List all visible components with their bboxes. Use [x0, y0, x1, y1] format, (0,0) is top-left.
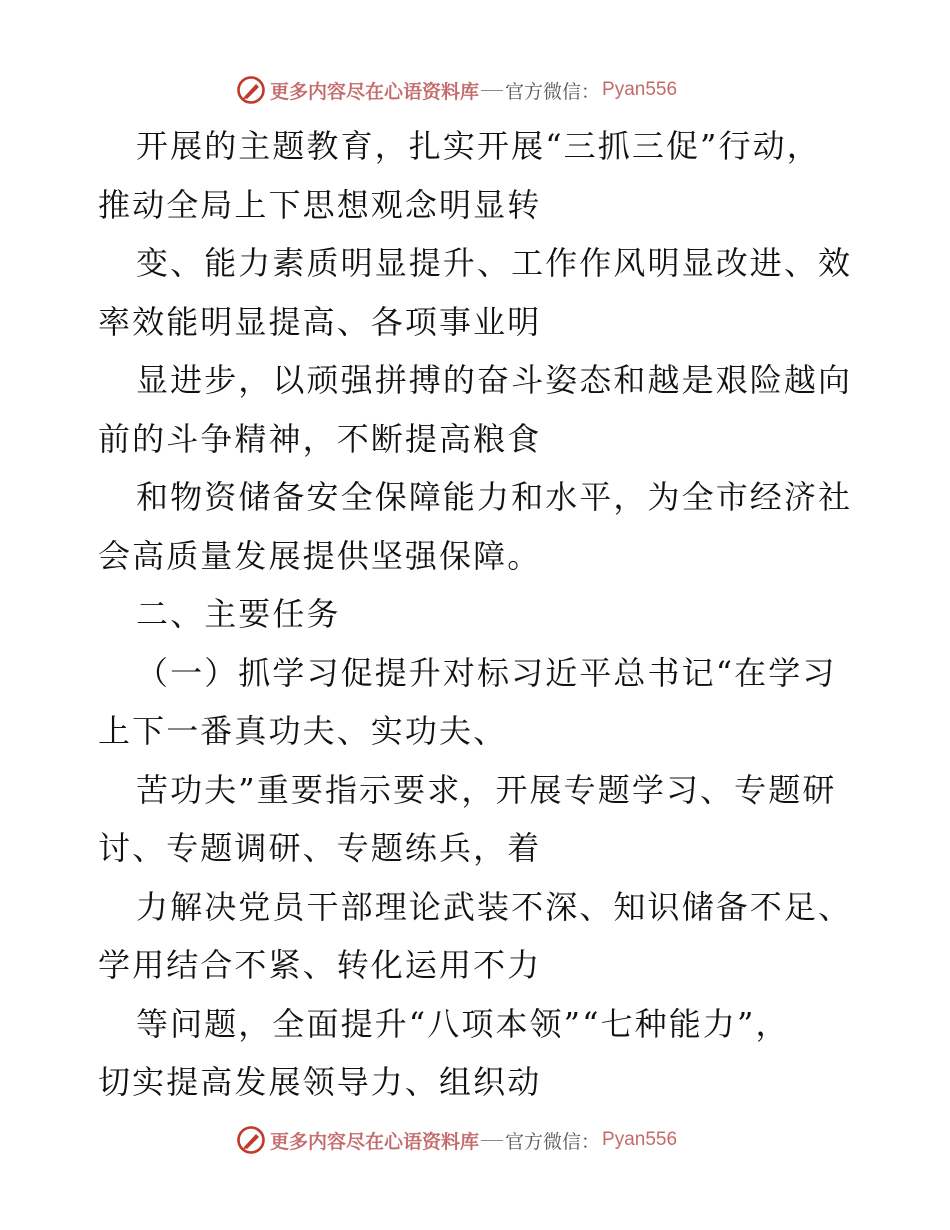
text-line: 显进步，以顽强拼搏的奋斗姿态和越是艰险越向 [136, 361, 853, 399]
text-line: 力解决党员干部理论武装不深、知识储备不足、 [136, 887, 853, 926]
header-watermark [236, 72, 677, 108]
watermark-site-name: 更多内容尽在心语资料库 [270, 80, 480, 103]
text-line: 苦功夫”重要指示要求，开展专题学习、专题研 [136, 770, 837, 809]
watermark-site-name: 更多内容尽在心语资料库 [270, 1130, 480, 1153]
text-line: 开展的主题教育，扎实开展“三抓三促”行动， [136, 127, 821, 165]
watermark-separator [481, 1140, 503, 1141]
text-line: 推动全局上下思想观念明显转 [98, 185, 542, 224]
text-line: 切实提高发展领导力、组织动 [98, 1063, 542, 1101]
document-body [98, 117, 858, 1112]
text-line: 上下一番真功夫、实功夫、 [98, 712, 508, 750]
text-line: 等问题，全面提升“八项本领”“七种能力”， [136, 1004, 790, 1043]
footer-watermark [236, 1122, 677, 1158]
pen-logo-icon [236, 1125, 266, 1155]
watermark-account: Pyan556 [602, 1129, 678, 1150]
text-line: （一）抓学习促提升对标习近平总书记“在学习 [136, 653, 837, 692]
text-line: 和物资储备安全保障能力和水平，为全市经济社 [136, 478, 853, 516]
watermark-label: 官方微信： [505, 1130, 601, 1153]
text-line: 前的斗争精神，不断提高粮食 [98, 419, 542, 458]
text-line: 学用结合不紧、转化运用不力 [98, 946, 542, 984]
text-line: 率效能明显提高、各项事业明 [98, 302, 542, 341]
pen-logo-icon [236, 75, 266, 105]
text-line: 二、主要任务 [136, 595, 341, 633]
watermark-account: Pyan556 [602, 79, 678, 100]
text-line: 讨、专题调研、专题练兵，着 [98, 829, 542, 867]
text-line: 变、能力素质明显提升、工作作风明显改进、效 [136, 244, 853, 282]
watermark-label: 官方微信： [505, 80, 601, 103]
watermark-separator [481, 90, 503, 91]
text-line: 会高质量发展提供坚强保障。 [98, 536, 542, 575]
